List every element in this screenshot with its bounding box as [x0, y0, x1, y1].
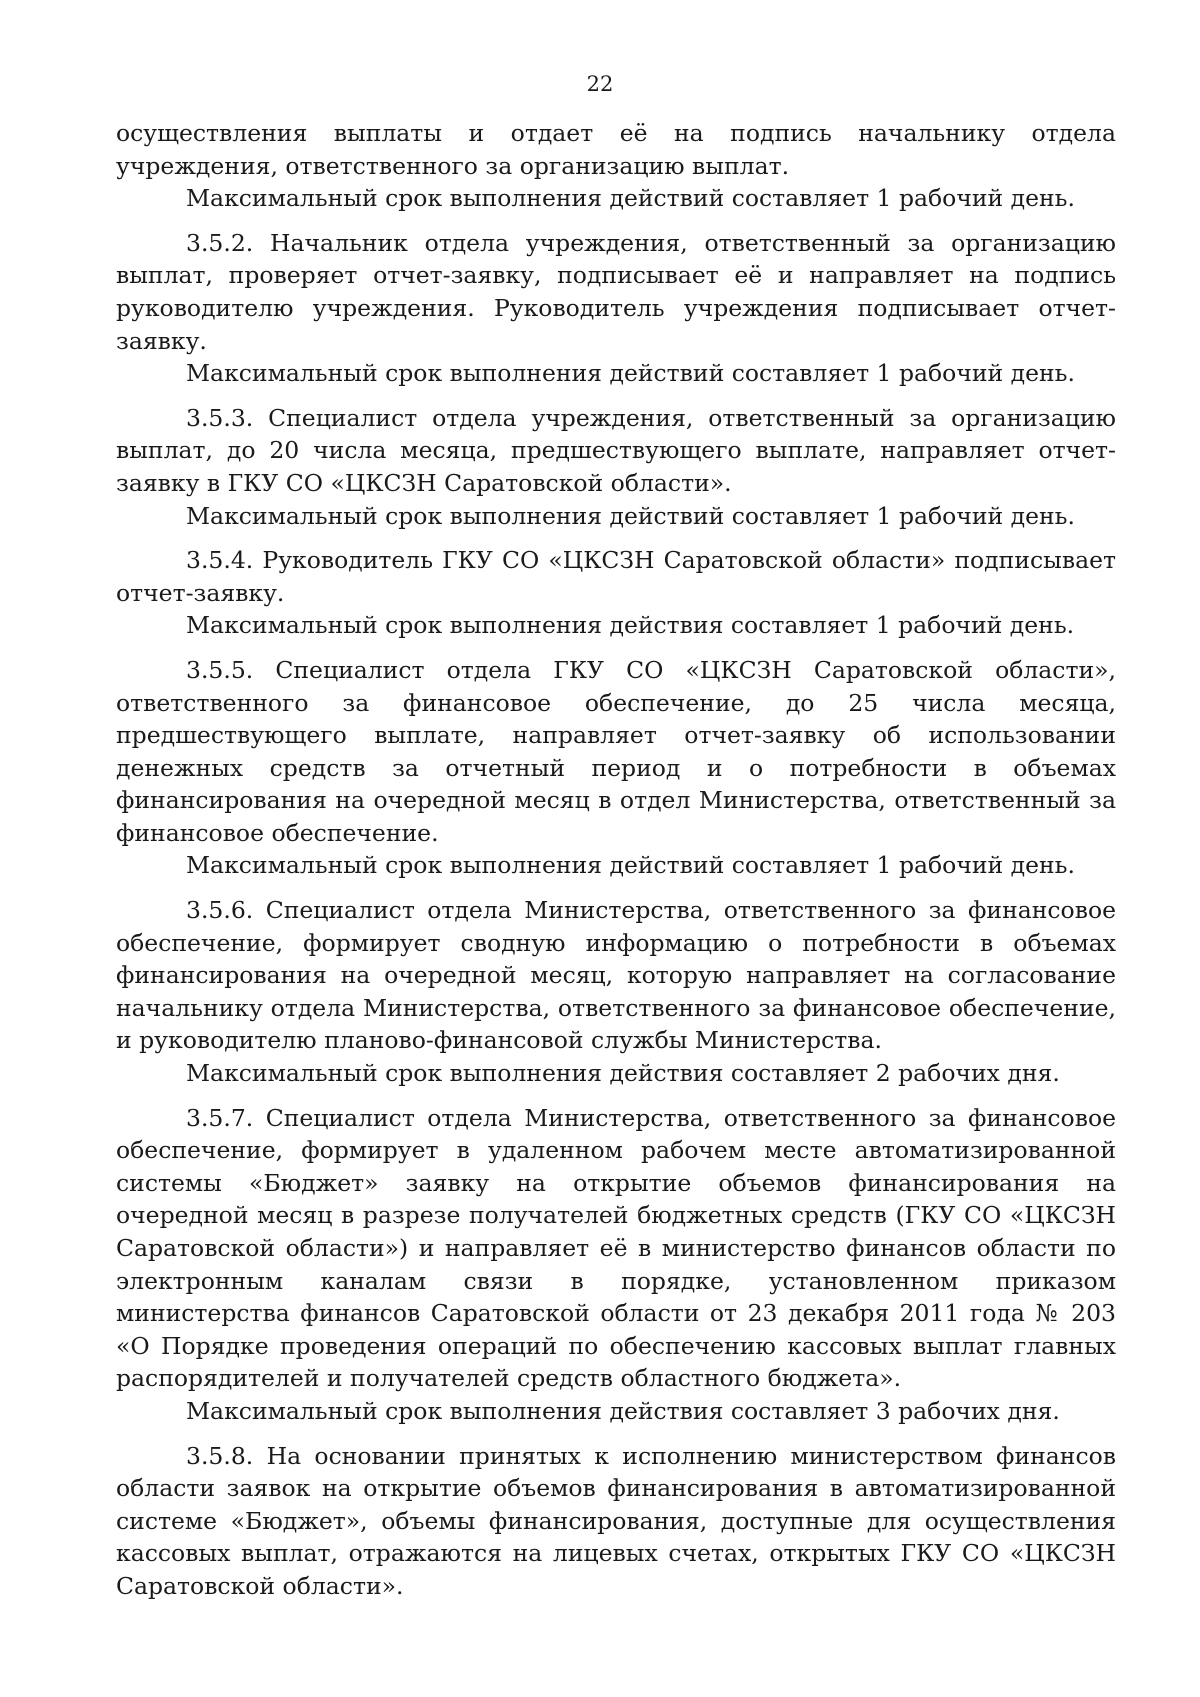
paragraph-max-term: Максимальный срок выполнения действия составляет 1 рабочий день. — [186, 611, 1075, 640]
paragraph-max-term: Максимальный срок выполнения действий составляет 1 рабочий день. — [186, 851, 1075, 880]
paragraph-3-5-7: 3.5.7. Специалист отдела Министерства, ответственного за финансовое обеспечение, формирует в удаленном рабочем месте автоматизированной системы «Бюджет» заявку на открытие объемов финансирования на очередной месяц в разрезе получателей бюджетных средств (ГКУ СО «ЦКСЗН Саратовской области») и направляет её в министерство финансов области по электронным каналам связи в порядке, установленном приказом министерства финансов Саратовской области от 23 декабря 2011 года № 203 «О Порядке проведения операций по обеспечению кассовых выплат главных распорядителей и получателей средств областного бюджета». — [116, 1103, 1116, 1393]
page-number: 22 — [586, 72, 614, 96]
document-body — [116, 117, 1116, 1603]
paragraph-3-5-2: 3.5.2. Начальник отдела учреждения, ответственный за организацию выплат, проверяет отчет-заявку, подписывает её и направляет на подпись руководителю учреждения. Руководитель учреждения подписывает отчет-заявку. — [116, 228, 1116, 355]
paragraph-3-5-6: 3.5.6. Специалист отдела Министерства, ответственного за финансовое обеспечение, формирует сводную информацию о потребности в объемах финансирования на очередной месяц, которую направляет на согласование начальнику отдела Министерства, ответственного за финансовое обеспечение, и руководителю планово-финансовой службы Министерства. — [116, 896, 1116, 1055]
paragraph-3-5-3: 3.5.3. Специалист отдела учреждения, ответственный за организацию выплат, до 20 числа месяца, предшествующего выплате, направляет отчет-заявку в ГКУ СО «ЦКСЗН Саратовской области». — [116, 403, 1116, 497]
paragraph-3-5-8: 3.5.8. На основании принятых к исполнению министерством финансов области заявок на открытие объемов финансирования в автоматизированной системе «Бюджет», объемы финансирования, доступные для осуществления кассовых выплат, отражаются на лицевых счетах, открытых ГКУ СО «ЦКСЗН Саратовской области». — [116, 1441, 1116, 1600]
paragraph-3-5-5: 3.5.5. Специалист отдела ГКУ СО «ЦКСЗН Саратовской области», ответственного за финансовое обеспечение, до 25 числа месяца, предшествующего выплате, направляет отчет-заявку об использовании денежных средств за отчетный период и о потребности в объемах финансирования на очередной месяц в отдел Министерства, ответственный за финансовое обеспечение. — [116, 655, 1116, 847]
paragraph-continuation: осуществления выплаты и отдает её на подпись начальнику отдела учреждения, ответственного за организацию выплат. — [116, 119, 1116, 180]
paragraph-max-term: Максимальный срок выполнения действий составляет 1 рабочий день. — [186, 359, 1075, 388]
paragraph-3-5-4: 3.5.4. Руководитель ГКУ СО «ЦКСЗН Саратовской области» подписывает отчет-заявку. — [116, 546, 1116, 607]
paragraph-max-term: Максимальный срок выполнения действий составляет 1 рабочий день. — [186, 184, 1075, 213]
paragraph-max-term: Максимальный срок выполнения действий составляет 1 рабочий день. — [186, 501, 1075, 530]
paragraph-max-term: Максимальный срок выполнения действия составляет 3 рабочих дня. — [186, 1396, 1060, 1425]
paragraph-max-term: Максимальный срок выполнения действия составляет 2 рабочих дня. — [186, 1059, 1060, 1088]
